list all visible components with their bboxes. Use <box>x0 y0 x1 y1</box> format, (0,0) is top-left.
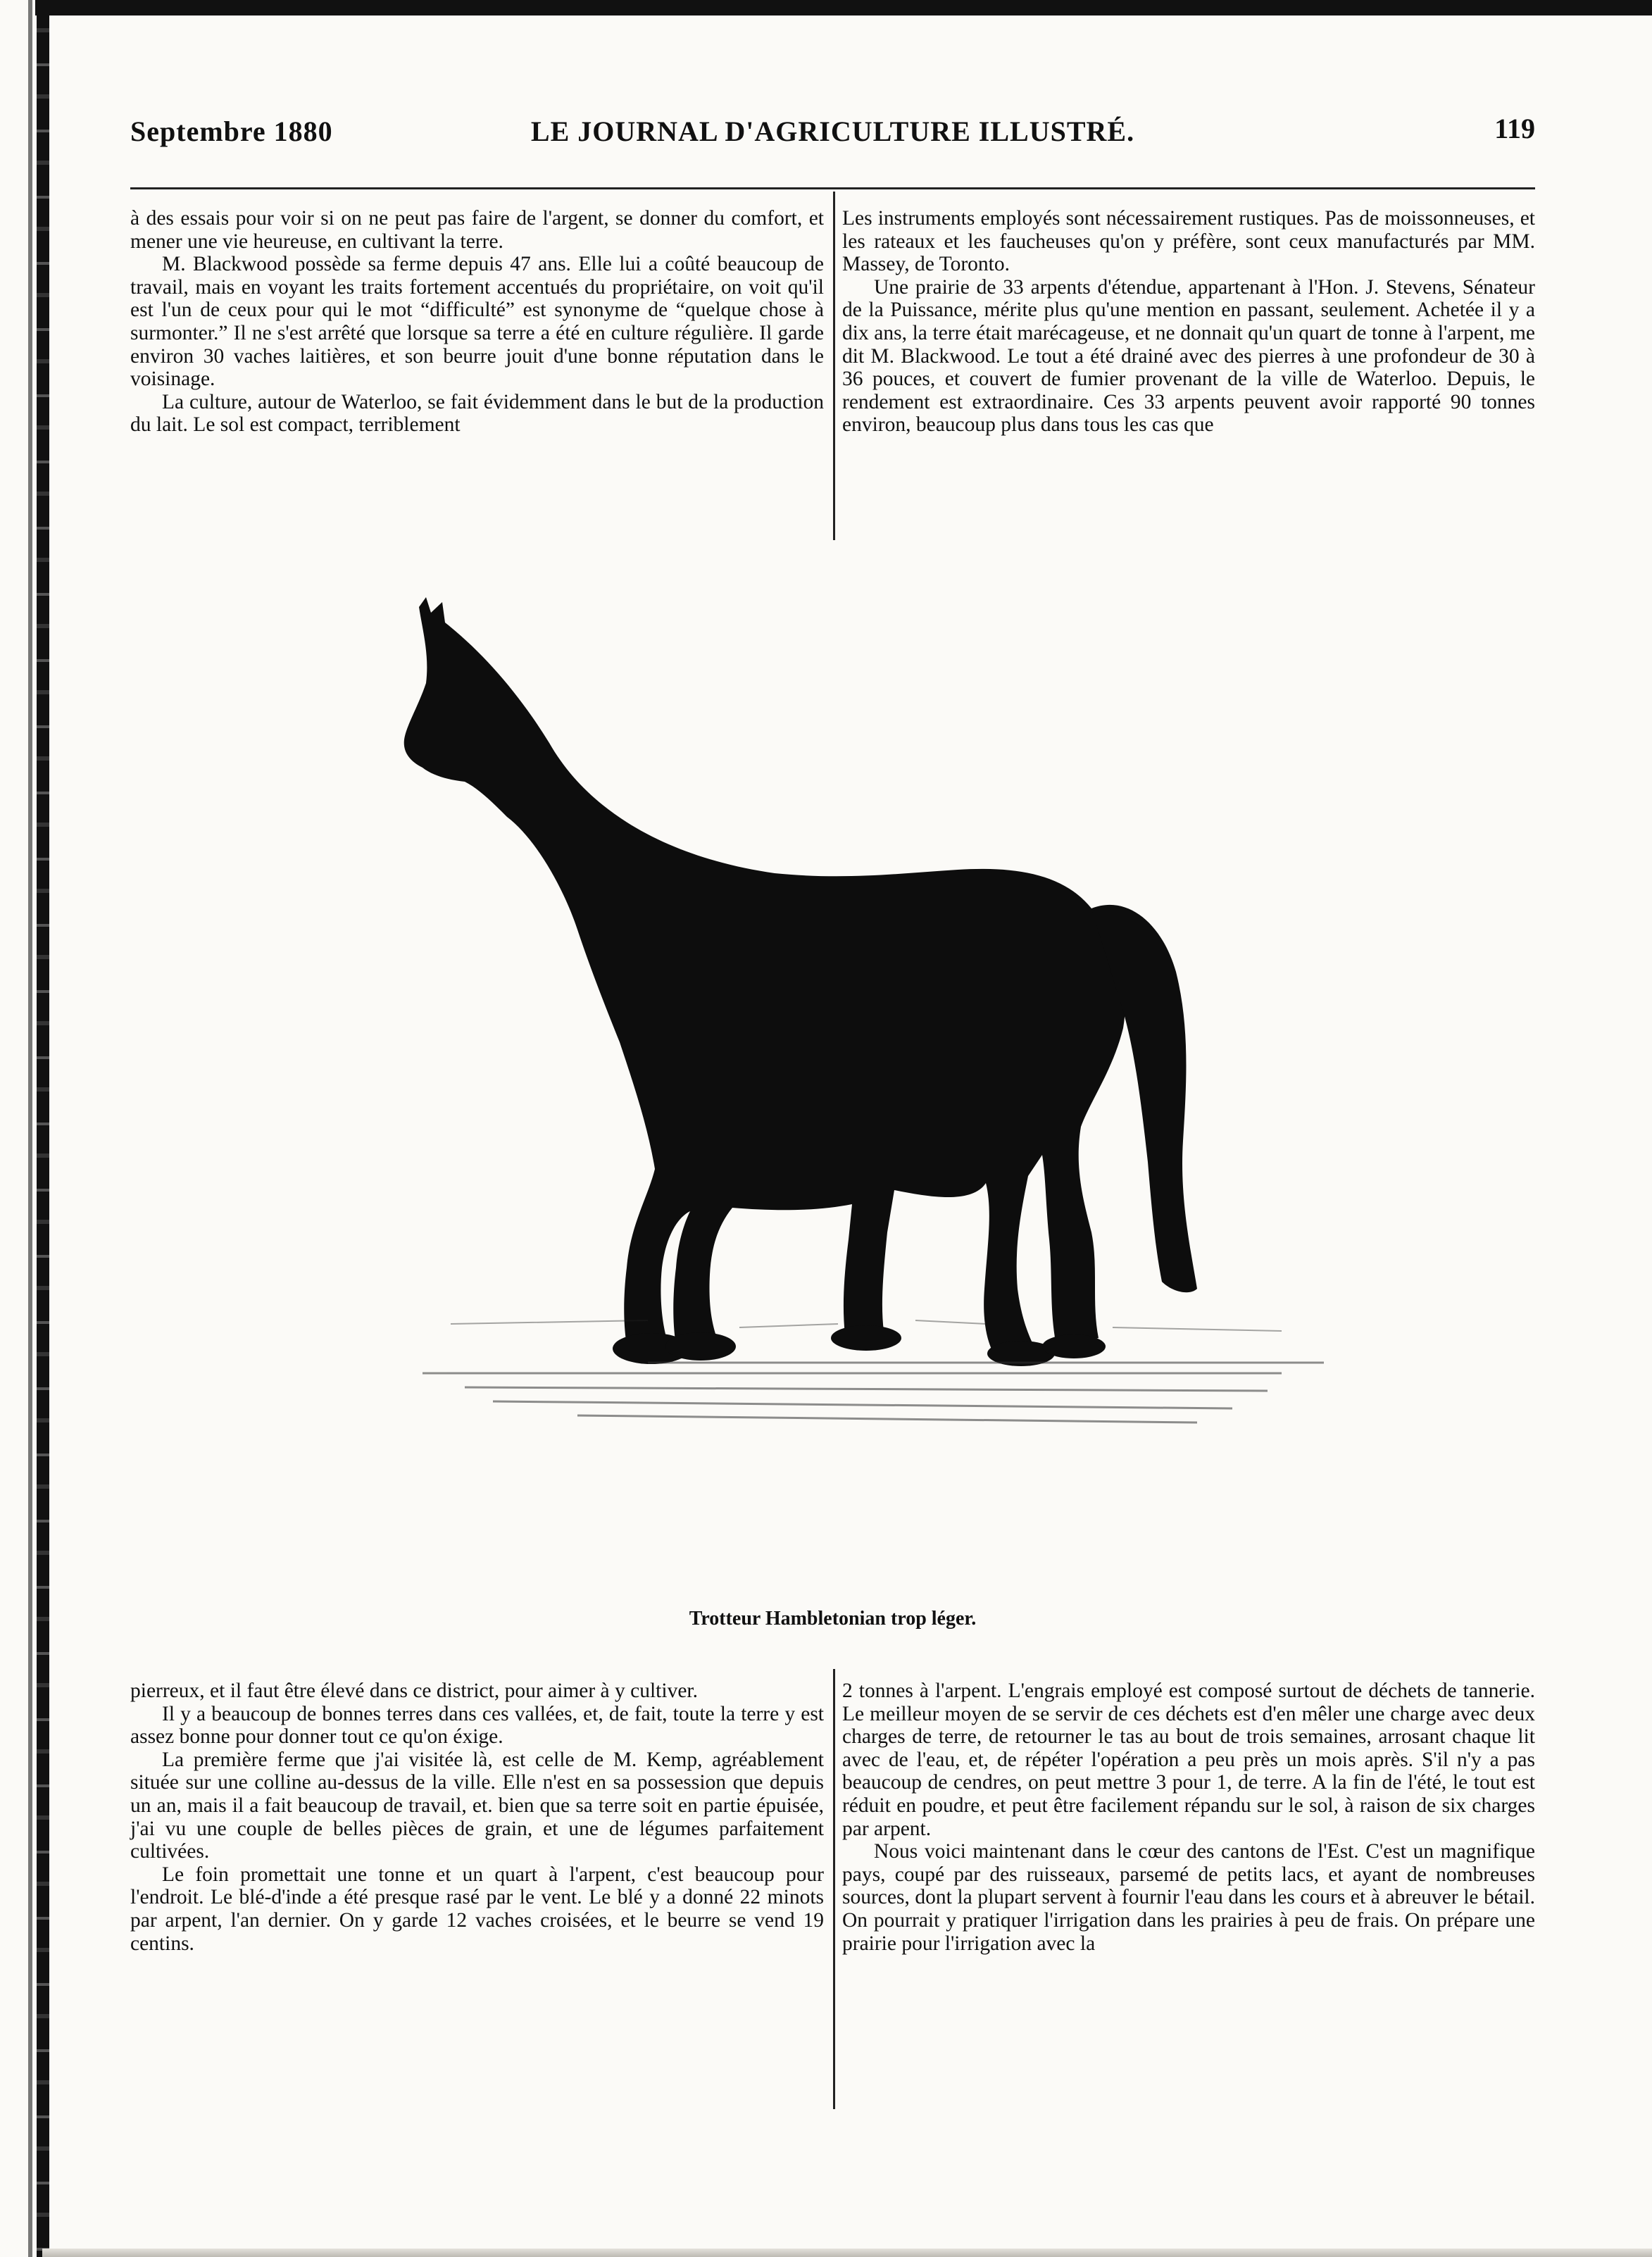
horse-engraving <box>282 592 1493 1592</box>
header-rule <box>130 187 1535 189</box>
column-divider-top <box>833 192 835 540</box>
column-right-top <box>842 207 1535 437</box>
header-journal-title: LE JOURNAL D'AGRICULTURE ILLUSTRÉ. <box>530 115 1135 147</box>
column-right-bottom <box>842 1680 1535 1955</box>
column-left-top <box>130 207 824 437</box>
page-top-border <box>35 0 1652 15</box>
paragraph: Les instruments employés sont nécessairement rustiques. Pas de moissonneuses, et les rateaux et les faucheuses qu'on y préfère, sont ceux manufacturés par MM. Massey, de Toronto. <box>842 207 1535 276</box>
paragraph: Une prairie de 33 arpents d'étendue, appartenant à l'Hon. J. Stevens, Sénateur de la Puissance, mérite plus qu'une mention en passant, seulement. Achetée il y a dix ans, la terre était marécageuse, et ne donnait qu'un quart de tonne à l'arpent, me dit M. Blackwood. Le tout a été drainé avec des pierres à une profondeur de 30 à 36 pouces, et couvert de fumier provenant de la ville de Waterloo. Depuis, le rendement est extraordinaire. Ces 33 arpents peuvent avoir rapporté 90 tonnes environ, beaucoup plus dans tous les cas que <box>842 275 1535 437</box>
paragraph: La culture, autour de Waterloo, se fait évidemment dans le but de la production du lait. Le sol est compact, terriblement <box>130 390 824 437</box>
column-divider-bottom <box>833 1669 835 2109</box>
header-date: Septembre 1880 <box>130 115 333 147</box>
running-header <box>130 109 1535 151</box>
horse-illustration <box>282 592 1493 1592</box>
page-binding-edge <box>37 0 49 2257</box>
page-binding-shadow <box>28 0 32 2257</box>
paragraph: M. Blackwood possède sa ferme depuis 47 ans. Elle lui a coûté beaucoup de travail, mais en voyant les traits fortement accentués du propriétaire, on voit qu'il est l'un de ceux pour qui le mot “difficulté” est synonyme de “quelque chose à surmonter.” Il ne s'est arrêté que lorsque sa terre a été en culture régulière. Il garde environ 30 vaches laitières, et son beurre jouit d'une bonne réputation dans le voisinage. <box>130 253 824 391</box>
page-bottom-edge <box>42 2249 1652 2257</box>
paragraph: Nous voici maintenant dans le cœur des cantons de l'Est. C'est un magnifique pays, coupé par des ruisseaux, parsemé de petits lacs, et ayant de nombreuses sources, dont la plupart servent à fournir l'eau dans les cours et à abreuver le bétail. On pourrait y pratiquer l'irrigation dans les prairies à peu de frais. On prépare une prairie pour l'irrigation avec la <box>842 1840 1535 1955</box>
paragraph: La première ferme que j'ai visitée là, est celle de M. Kemp, agréablement située sur une colline au-dessus de la ville. Elle n'est en sa possession que depuis un an, mais il a fait beaucoup de travail, et. bien que sa terre soit en partie épuisée, j'ai vu une couple de belles pièces de grain, et une de légumes parfaitement cultivées. <box>130 1748 824 1863</box>
header-page-number: 119 <box>1494 113 1535 144</box>
paragraph: à des essais pour voir si on ne peut pas faire de l'argent, se donner du comfort, et mener une vie heureuse, en cultivant la terre. <box>130 207 824 253</box>
column-left-bottom <box>130 1680 824 1955</box>
paragraph: 2 tonnes à l'arpent. L'engrais employé est composé surtout de déchets de tannerie. Le meilleur moyen de se servir de ces déchets est d'en mêler une charge avec deux charges de terre, de retourner le tas au bout de trois semaines, arrosant chaque lit avec de l'eau, et, de répéter l'opération a peu près un mois après. S'il n'y a pas beaucoup de cendres, on peut mettre 3 pour 1, de terre. A la fin de l'été, le tout est réduit en poudre, et peut être facilement répandu sur le sol, à raison de six charges par arpent. <box>842 1680 1535 1840</box>
figure-caption: Trotteur Hambletonian trop léger. <box>689 1608 977 1630</box>
paragraph: Le foin promettait une tonne et un quart à l'arpent, c'est beaucoup pour l'endroit. Le blé-d'inde a été presque rasé par le vent. Le blé y a donné 22 minots par arpent, l'an dernier. On y garde 12 vaches croisées, et le beurre se vend 19 centins. <box>130 1863 824 1955</box>
paragraph: pierreux, et il faut être élevé dans ce district, pour aimer à y cultiver. <box>130 1680 698 1702</box>
paragraph: Il y a beaucoup de bonnes terres dans ces vallées, et, de fait, toute la terre y est assez bonne pour donner tout ce qu'on éxige. <box>130 1702 824 1749</box>
